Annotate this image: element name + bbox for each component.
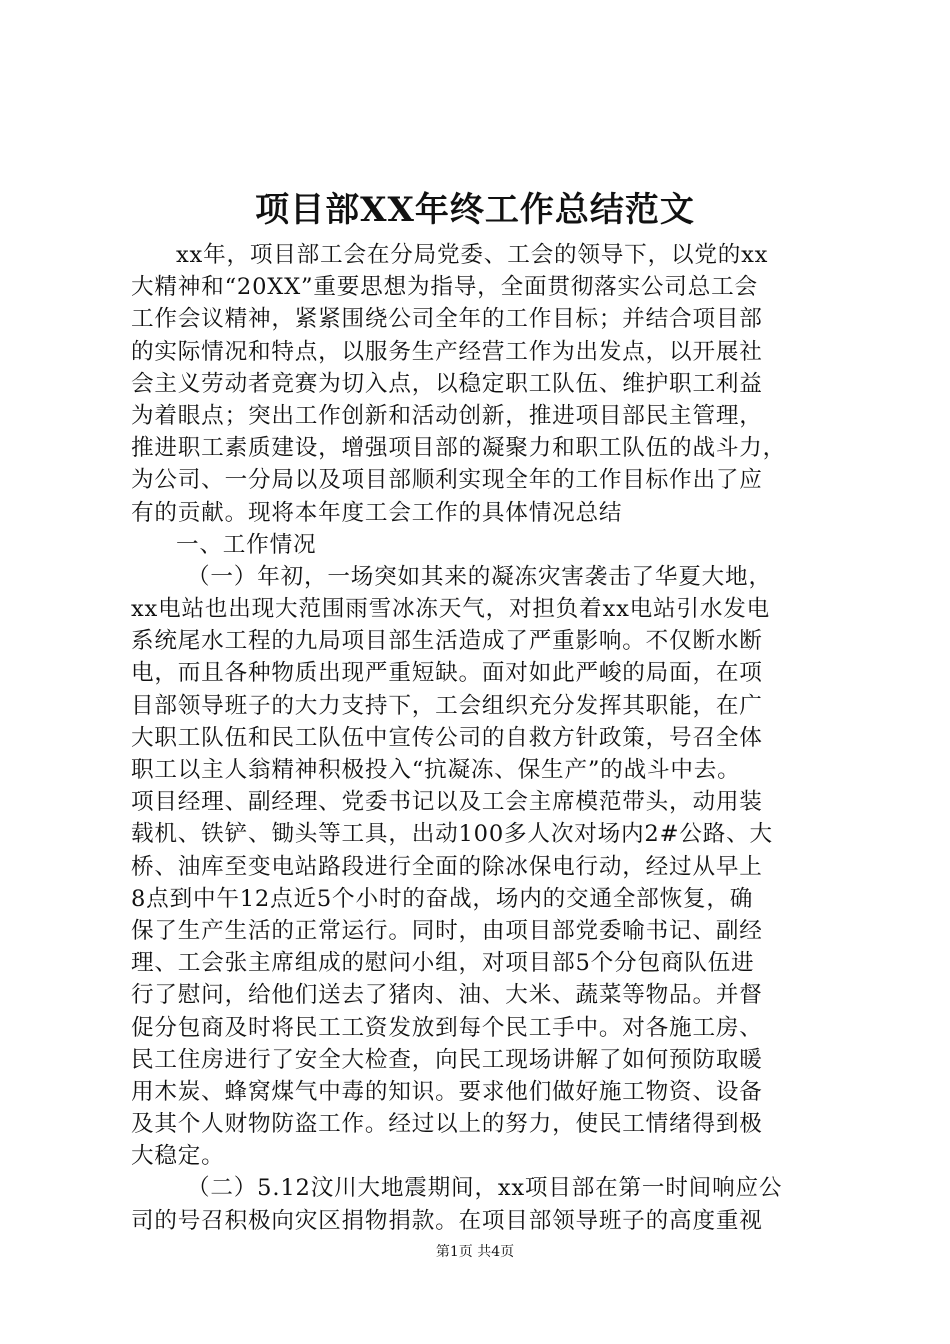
paragraph-line: 为公司、一分局以及项目部顺利实现全年的工作目标作出了应 (131, 467, 763, 494)
paragraph-line: 为着眼点；突出工作创新和活动创新，推进项目部民主管理， (131, 402, 763, 429)
paragraph-line: 推进职工素质建设，增强项目部的凝聚力和职工队伍的战斗力， (131, 435, 787, 462)
page-footer: 第1页 共4页 (435, 1244, 515, 1260)
section-heading: 一、工作情况 (176, 531, 317, 558)
paragraph-line: 项目经理、副经理、党委书记以及工会主席模范带头，动用装 (131, 789, 763, 816)
paragraph-line: 会主义劳动者竞赛为切入点，以稳定职工队伍、维护职工利益 (131, 370, 763, 397)
paragraph-line: 用木炭、蜂窝煤气中毒的知识。要求他们做好施工物资、设备 (131, 1078, 763, 1105)
paragraph-line: 工作会议精神，紧紧围绕公司全年的工作目标；并结合项目部 (131, 306, 763, 333)
document-title: 项目部XX年终工作总结范文 (255, 190, 695, 230)
paragraph-line: 保了生产生活的正常运行。同时，由项目部党委喻书记、副经 (131, 917, 763, 944)
paragraph-line: 行了慰问，给他们送去了猪肉、油、大米、蔬菜等物品。并督 (131, 982, 763, 1009)
paragraph-line: 系统尾水工程的九局项目部生活造成了严重影响。不仅断水断 (131, 628, 763, 655)
paragraph-line: 载机、铁铲、锄头等工具，出动100多人次对场内2#公路、大 (131, 821, 773, 848)
paragraph-line: 职工以主人翁精神积极投入“抗凝冻、保生产”的战斗中去。 (131, 757, 741, 783)
paragraph-line: 理、工会张主席组成的慰问小组，对项目部5个分包商队伍进 (131, 950, 755, 977)
paragraph-line: 及其个人财物防盗工作。经过以上的努力，使民工情绪得到极 (131, 1111, 763, 1138)
paragraph-line: 桥、油库至变电站路段进行全面的除冰保电行动，经过从早上 (131, 853, 763, 880)
paragraph-line: 司的号召积极向灾区捐物捐款。在项目部领导班子的高度重视 (131, 1207, 763, 1234)
document-body (131, 239, 831, 1237)
paragraph-line: 大精神和“20XX”重要思想为指导，全面贯彻落实公司总工会 (131, 274, 758, 301)
paragraph-line: （二）5.12汶川大地震期间，xx项目部在第一时间响应公 (187, 1175, 783, 1202)
paragraph-line: 民工住房进行了安全大检查，向民工现场讲解了如何预防取暖 (131, 1046, 763, 1073)
paragraph-line: 大稳定。 (131, 1143, 225, 1170)
paragraph-line: 促分包商及时将民工工资发放到每个民工手中。对各施工房、 (131, 1014, 763, 1041)
paragraph-line: xx年，项目部工会在分局党委、工会的领导下，以党的xx (176, 242, 769, 268)
paragraph-line: 目部领导班子的大力支持下，工会组织充分发挥其职能，在广 (131, 692, 763, 719)
paragraph-line: 电，而且各种物质出现严重短缺。面对如此严峻的局面，在项 (131, 660, 763, 687)
paragraph-line: 8点到中午12点近5个小时的奋战，场内的交通全部恢复，确 (131, 885, 754, 912)
paragraph-line: 大职工队伍和民工队伍中宣传公司的自救方针政策，号召全体 (131, 724, 763, 751)
paragraph-line: （一）年初，一场突如其来的凝冻灾害袭击了华夏大地， (187, 563, 772, 590)
paragraph-line: xx电站也出现大范围雨雪冰冻天气，对担负着xx电站引水发电 (131, 596, 771, 623)
paragraph-line: 有的贡献。现将本年度工会工作的具体情况总结 (131, 499, 623, 526)
paragraph-line: 的实际情况和特点，以服务生产经营工作为出发点，以开展社 (131, 338, 763, 365)
